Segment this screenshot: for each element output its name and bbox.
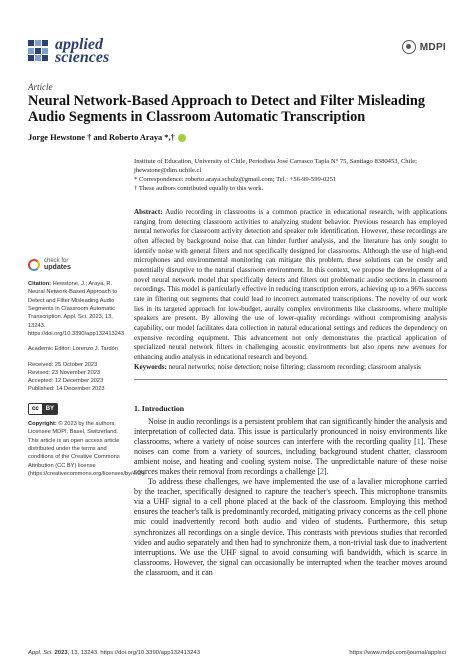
affiliations	[134, 157, 454, 193]
mdpi-icon	[402, 40, 416, 54]
check-updates-line1: check for	[44, 258, 69, 264]
copyright	[28, 420, 146, 478]
author-names: Jorge Hewstone † and Roberto Araya *,†	[28, 133, 175, 142]
page-footer	[28, 650, 446, 656]
keywords-text: neural networks; noise detection; noise filtering; classroom recording; classroom analysis	[168, 363, 421, 371]
intro-text: ]. These noises can come from a variety of sources, including background student chatter, classroom ambient noise, and heating and cooling system noise. The unpredictable nature of these noise sources makes their removal from recordings a challenge [	[134, 437, 448, 477]
cc-by-license-badge[interactable]	[28, 403, 58, 415]
journal-logo-icon	[28, 40, 50, 62]
intro-paragraph	[134, 417, 447, 477]
copyright-text: © 2023 by the authors. Licensee MDPI, Basel, Switzerland. This article is an open access article distributed under the terms and conditions of the Creative Commons Attribution (CC BY) license (https://creativecommons.org/licenses/by/4.0/).	[28, 421, 146, 477]
introduction-body	[134, 417, 447, 578]
cc-badge-right: BY	[43, 404, 57, 414]
check-updates-line2: updates	[44, 263, 71, 271]
correspondence: * Correspondence: roberto.araya.schulz@gmail.com; Tel.: +56-99-599-0251	[134, 176, 337, 183]
reference-link[interactable]: 1	[416, 437, 421, 447]
publisher-name: MDPI	[419, 41, 446, 53]
dates	[28, 361, 124, 394]
intro-paragraph: To address these challenges, we have implemented the use of a lavalier microphone carried by the teacher, specifically designed to capture the teacher's speech. This microphone transmits via a UHF signal to a cell phone placed at the back of the classroom. Employing this method ensures the teacher's talk is predominantly recorded, mitigating privacy concerns as the cell phone mic could inadvertently record both audio and video of students. Furthermore, this setup synchronizes all recordings on a single device. This contrasts with previous studies that recorded video and audio separately and then had to synchronize them, a non-trivial task due to inadvertent interruptions. We use the UHF signal to avoid consuming wifi bandwidth, which is scarce in classrooms. However, the signal can occasionally be interrupted when the teacher moves around the classroom, and it can	[134, 477, 447, 577]
journal-logo	[28, 38, 109, 64]
reference-link[interactable]: 2	[320, 467, 324, 477]
article-type: Article	[28, 82, 53, 92]
article-sidebar	[28, 258, 146, 485]
cc-badge-left: cc	[29, 404, 43, 414]
footer-journal: Appl. Sci.	[28, 650, 53, 656]
intro-text: Noise in audio recordings is a persistent problem that can significantly hinder the analysis and interpretation of collected data. This issue is particularly pronounced in noisy environments like classrooms, where a variety of noise sources can interfere with the recording quality [	[134, 417, 447, 447]
journal-name-line1: applied	[55, 36, 103, 53]
journal-name-line2: sciences	[55, 49, 110, 66]
publisher-logo	[402, 40, 446, 54]
keywords-label: Keywords:	[134, 363, 167, 371]
check-updates-icon	[28, 259, 40, 271]
check-updates-label	[44, 258, 71, 271]
footer-url[interactable]: https://www.mdpi.com/journal/applsci	[349, 650, 446, 656]
check-for-updates-button[interactable]	[28, 258, 124, 271]
abstract-text: Audio recording in classrooms is a common practice in educational research, with applications ranging from detecting classroom activities to analyzing student behavior. Previous research has employed neural networks for classroom activity detection and speaker role identification. However, these recordings are often affected by background noise that can hinder further analysis, and the literature has only sought to identify noise with general filters and not specifically designed for classrooms. Although the use of high-end microphones and environmental monitoring can mitigate this problem, these solutions can be costly and potentially disruptive to the natural classroom environment. In this context, we propose the development of a novel neural network model that specifically detects and filters out problematic audio sections in classroom recordings. This model is particularly effective in reducing transcription errors, achieving up to a 96% success rate in filtering out segments that could lead to incorrect automated transcriptions. The novelty of our work lies in its targeted approach for low-budget, aurally complex environments like classrooms, where multiple speakers are present. By allowing the use of lower-quality recordings without compromising analysis capability, our model facilitates data collection in natural educational settings and reduces the dependency on expensive recording equipment. This advancement not only demonstrates the practical application of specialized neural network filters in challenging acoustic environments but also opens new avenues for enhancing audio analysis in educational research and beyond.	[134, 208, 447, 361]
affiliation-line: Institute of Education, University of Chile, Periodista José Carrasco Tapia N° 75, Santiago 8380453, Chile;	[134, 158, 417, 165]
page-title: Neural Network-Based Approach to Detect and Filter Misleading Audio Segments in Classroom Automatic Transcription	[28, 93, 425, 125]
citation	[28, 280, 124, 338]
received-date: Received: 25 October 2023	[28, 361, 98, 368]
citation-text: Hewstone, J.; Araya, R. Neural Network-Based Approach to Detect and Filter Misleading Audio Segments in Classroom Automatic Transcription. Appl. Sci. 2023, 13, 13243. https://doi.org/10.3390/app132413243	[28, 281, 125, 337]
footer-year: 2023	[54, 650, 68, 656]
orcid-icon[interactable]	[178, 134, 186, 142]
abstract-label: Abstract:	[134, 208, 163, 216]
abstract	[134, 208, 447, 363]
keywords	[134, 363, 447, 373]
equal-contribution-note: † These authors contributed equally to this work.	[134, 185, 264, 192]
citation-label: Citation:	[28, 281, 52, 288]
published-date: Published: 14 December 2023	[28, 386, 105, 393]
affiliation-email[interactable]: jhewstone@dim.uchile.cl	[134, 167, 202, 174]
authors	[28, 133, 186, 142]
section-heading: 1. Introduction	[134, 404, 185, 413]
journal-name	[55, 38, 109, 64]
footer-doi[interactable]: , 13, 13243. https://doi.org/10.3390/app132413243	[67, 650, 200, 656]
accepted-date: Accepted: 12 December 2023	[28, 378, 104, 385]
divider	[134, 379, 447, 380]
revised-date: Revised: 23 November 2023	[28, 369, 101, 376]
intro-text: ].	[324, 467, 329, 477]
copyright-label: Copyright:	[28, 421, 57, 428]
academic-editor: Academic Editor: Lorenzo J. Tardón	[28, 346, 118, 353]
footer-citation	[28, 650, 200, 656]
